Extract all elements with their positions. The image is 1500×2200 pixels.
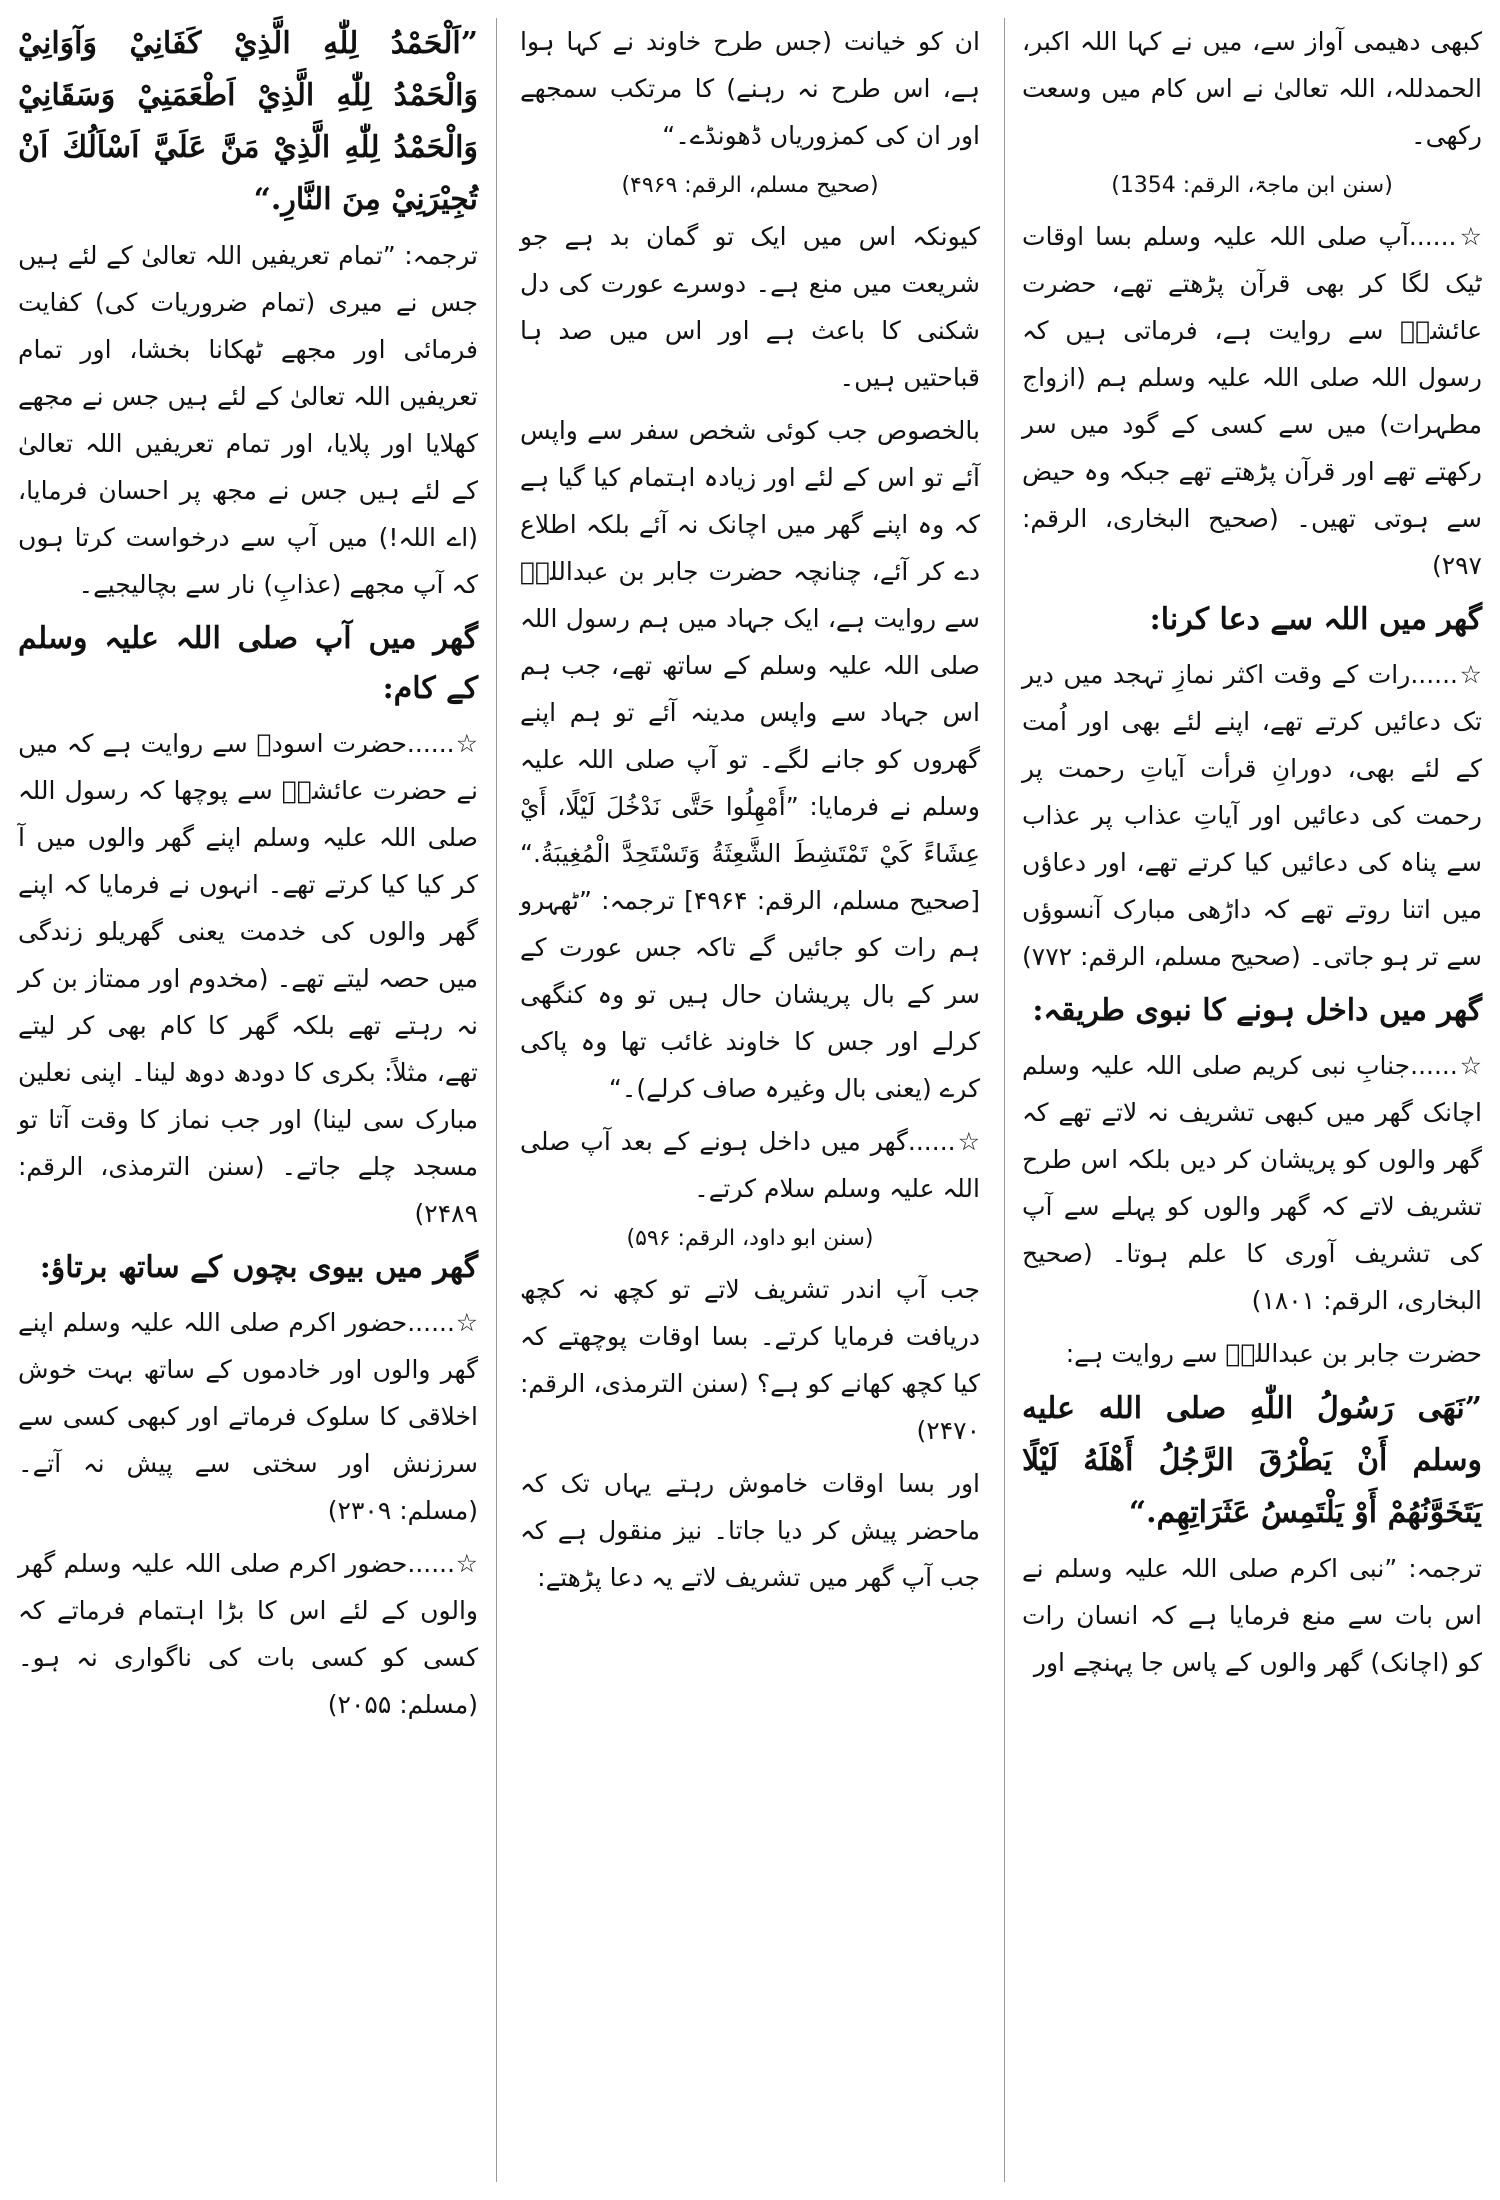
paragraph: بالخصوص جب کوئی شخص سفر سے واپس آئے تو اس کے لئے اور زیادہ اہتمام کیا گیا ہے کہ وہ اپنے گھر میں اچانک نہ آئے بلکہ اطلاع دے کر آئے، چنانچہ حضرت جابر بن عبداللہؓ سے روایت ہے، ایک جہاد میں ہم رسول اللہ صلی اللہ علیہ وسلم کے ساتھ تھے، جب ہم اس جہاد سے واپس مدینہ آئے تو ہم اپنے گھروں کو جانے لگے۔ تو آپ صلی اللہ علیہ وسلم نے فرمایا: ”أَمْهِلُوا حَتَّى نَدْخُلَ لَيْلًا، أَيْ عِشَاءً كَيْ تَمْتَشِطَ الشَّعِثَةُ وَتَسْتَحِدَّ الْمُغِيبَةُ.“ [صحيح مسلم، الرقم: ۴۹۶۴] ترجمہ: ”ٹھہرو ہم رات کو جائیں گے تاکہ جس عورت کے سر کے بال پریشان حال ہیں تو وہ کنگھی کرلے اور جس کا خاوند غائب تھا وہ پاکی کرے (یعنی بال وغیرہ صاف کرلے)۔“ (520, 416, 981, 1103)
paragraph: ترجمہ: ”نبی اکرم صلی اللہ علیہ وسلم نے اس بات سے منع فرمایا ہے کہ انسان رات کو (اچانک) گھر والوں کے پاس جا پہنچے اور (1022, 1554, 1482, 1677)
paragraph: ترجمہ: ”تمام تعریفیں اللہ تعالیٰ کے لئے ہیں جس نے میری (تمام ضروریات کی) کفایت فرمائی اور مجھے ٹھکانا بخشا، اور تمام تعریفیں اللہ تعالیٰ کے لئے ہیں جس نے مجھے کھلایا اور پلایا، اور تمام تعریفیں اللہ تعالیٰ کے لئے ہیں جس نے مجھ پر احسان فرمایا، (اے اللہ!) میں آپ سے درخواست کرتا ہوں کہ آپ مجھے (عذابِ) نار سے بچالیجیے۔ (18, 241, 478, 599)
reference-citation: (صحیح مسلم، الرقم: ۴۹۶۹) (621, 173, 879, 198)
column-left (18, 18, 478, 2182)
paragraph: اور بسا اوقات خاموش رہتے یہاں تک کہ ماحضر پیش کر دیا جاتا۔ نیز منقول ہے کہ جب آپ گھر میں تشریف لاتے یہ دعا پڑھتے: (520, 1469, 980, 1592)
section-heading: گھر میں بیوی بچوں کے ساتھ برتاؤ: (39, 1250, 478, 1285)
paragraph: ☆......حضور اکرم صلی اللہ علیہ وسلم اپنے گھر والوں اور خادموں کے ساتھ بہت خوش اخلاقی کا سلوک فرماتے اور کبھی کسی سے سرزنش اور سختی سے پیش نہ آتے۔ (مسلم: ۲۳۰۹) (18, 1308, 478, 1525)
paragraph: ☆......گھر میں داخل ہونے کے بعد آپ صلی اللہ علیہ وسلم سلام کرتے۔ (520, 1127, 980, 1203)
paragraph: ان کو خیانت (جس طرح خاوند نے کہا ہوا ہے، اس طرح نہ رہنے) کا مرتکب سمجھے اور ان کی کمزوریاں ڈھونڈے۔“ (520, 27, 980, 150)
reference-citation: (سنن ابن ماجۃ، الرقم: 1354) (1111, 173, 1393, 198)
arabic-text: ”نَهَى رَسُولُ اللّٰهِ صلى الله عليه وسلم أَنْ يَطْرُقَ الرَّجُلُ أَهْلَهُ لَيْلًا يَتَخَوَّنُهُمْ أَوْ يَلْتَمِسُ عَثَرَاتِهِم.“ (1022, 1391, 1482, 1530)
paragraph: حضرت جابر بن عبداللہؓ سے روایت ہے: (1065, 1339, 1482, 1368)
paragraph: ☆......آپ صلی اللہ علیہ وسلم بسا اوقات ٹیک لگا کر بھی قرآن پڑھتے تھے، حضرت عائشہؓ سے روایت ہے، فرماتی ہیں کہ رسول اللہ صلی اللہ علیہ وسلم ہم (ازواج مطہرات) میں سے کسی کے گود میں سر رکھتے تھے اور قرآن پڑھتے تھے جبکہ وہ حیض سے ہوتی تھیں۔ (صحیح البخاری، الرقم: ۲۹۷) (1022, 222, 1482, 580)
paragraph: ☆......رات کے وقت اکثر نمازِ تہجد میں دیر تک دعائیں کرتے تھے، اپنے لئے بھی اور اُمت کے لئے بھی، دورانِ قرأت آیاتِ رحمت پر رحمت کی دعائیں اور آیاتِ عذاب پر عذاب سے پناہ کی دعائیں کیا کرتے تھے، اور دعاؤں میں اتنا روتے تھے کہ داڑھی مبارک آنسوؤں سے تر ہو جاتی۔ (صحیح مسلم، الرقم: ۷۷۲) (1022, 660, 1482, 971)
reference-citation: (سنن ابو داود، الرقم: ۵۹۶) (626, 1226, 874, 1251)
urdu-article-page (18, 18, 1482, 2182)
section-heading: گھر میں اللہ سے دعا کرنا: (1149, 602, 1482, 637)
paragraph: ☆......حضور اکرم صلی اللہ علیہ وسلم گھر والوں کے لئے اس کا بڑا اہتمام فرماتے کہ کسی کو کسی بات کی ناگواری نہ ہو۔ (مسلم: ۲۰۵۵) (18, 1549, 478, 1719)
paragraph: کبھی دھیمی آواز سے، میں نے کہا اللہ اکبر، الحمدللہ، اللہ تعالیٰ نے اس کام میں وسعت رکھی۔ (1022, 27, 1482, 150)
column-right (1022, 18, 1482, 2182)
paragraph: ☆......جنابِ نبی کریم صلی اللہ علیہ وسلم اچانک گھر میں کبھی تشریف نہ لاتے تھے کہ گھر والوں کو پریشان کر دیں بلکہ اس طرح تشریف لاتے کہ گھر والوں کو پہلے سے آپ کی تشریف آوری کا علم ہوتا۔ (صحیح البخاری، الرقم: ۱۸۰۱) (1022, 1051, 1482, 1315)
paragraph: کیونکہ اس میں ایک تو گمان بد ہے جو شریعت میں منع ہے۔ دوسرے عورت کی دل شکنی کا باعث ہے اور اس میں صد ہا قباحتیں ہیں۔ (520, 222, 980, 392)
column-middle (520, 18, 980, 2182)
paragraph: ☆......حضرت اسودؓ سے روایت ہے کہ میں نے حضرت عائشہؓ سے پوچھا کہ رسول اللہ صلی اللہ علیہ وسلم اپنے گھر والوں میں آ کر کیا کیا کرتے تھے۔ انہوں نے فرمایا کہ اپنے گھر والوں کی خدمت یعنی گھریلو زندگی میں حصہ لیتے تھے۔ (مخدوم اور ممتاز بن کر نہ رہتے تھے بلکہ گھر کا کام بھی کر لیتے تھے، مثلاً: بکری کا دودھ دوھ لینا۔ اپنی نعلین مبارک سی لینا) اور جب نماز کا وقت آتا تو مسجد چلے جاتے۔ (سنن الترمذی، الرقم: ۲۴۸۹) (18, 729, 478, 1228)
arabic-text: ”اَلْحَمْدُ لِلّٰهِ الَّذِيْ كَفَانِيْ وَآوَانِيْ وَالْحَمْدُ لِلّٰهِ الَّذِيْ اَطْعَمَنِيْ وَسَقَانِيْ وَالْحَمْدُ لِلّٰهِ الَّذِيْ مَنَّ عَلَيَّ اَسْاَلُكَ اَنْ تُجِيْرَنِيْ مِنَ النَّارِ.“ (18, 26, 478, 217)
section-heading: گھر میں داخل ہونے کا نبوی طریقہ: (1032, 993, 1482, 1028)
section-heading: گھر میں آپ صلی اللہ علیہ وسلم کے کام: (18, 621, 478, 706)
paragraph: جب آپ اندر تشریف لاتے تو کچھ نہ کچھ دریافت فرمایا کرتے۔ بسا اوقات پوچھتے کہ کیا کچھ کھانے کو ہے؟ (سنن الترمذی، الرقم: ۲۴۷۰) (520, 1275, 980, 1445)
